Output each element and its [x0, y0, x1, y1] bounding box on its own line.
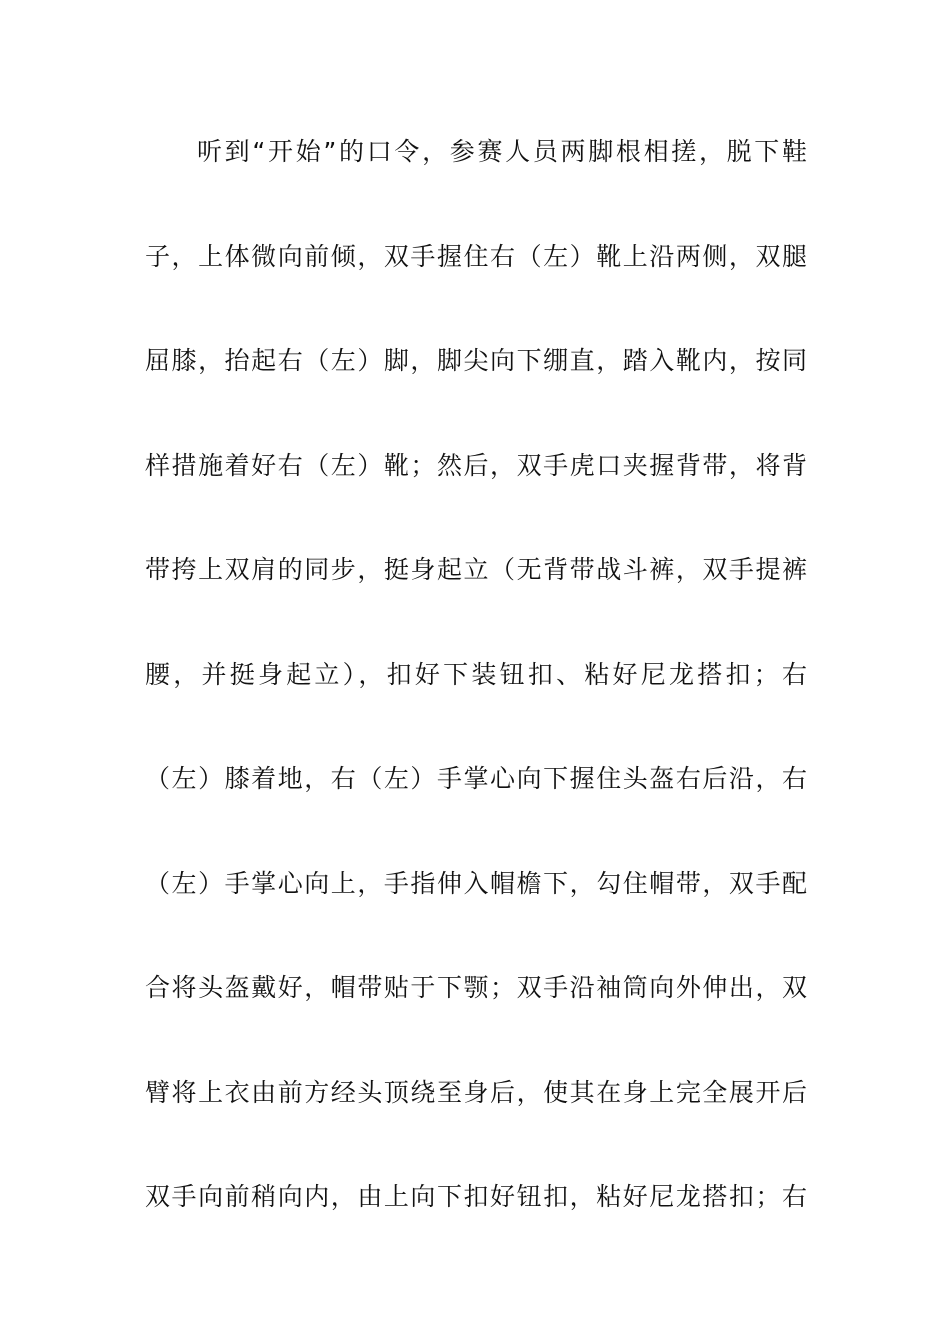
- body-paragraph: [145, 126, 807, 1276]
- paragraph-line-11: 双手向前稍向内，由上向下扣好钮扣，粘好尼龙搭扣；右: [145, 1182, 807, 1211]
- paragraph-line-9: 合将头盔戴好，帽带贴于下颚；双手沿袖筒向外伸出，双: [145, 973, 807, 1002]
- paragraph-line-4: 样措施着好右（左）靴；然后，双手虎口夹握背带，将背: [145, 450, 807, 480]
- paragraph-line-6: 腰，并挺身起立），扣好下装钮扣、粘好尼龙搭扣；右: [145, 659, 807, 689]
- paragraph-line-8: （左）手掌心向上，手指伸入帽檐下，勾住帽带，双手配: [145, 868, 807, 898]
- paragraph-line-7: （左）膝着地，右（左）手掌心向下握住头盔右后沿，右: [145, 764, 807, 793]
- paragraph-line-1: 听到“开始”的口令，参赛人员两脚根相搓，脱下鞋: [197, 137, 807, 166]
- paragraph-line-5: 带挎上双肩的同步，挺身起立（无背带战斗裤，双手提裤: [145, 555, 807, 584]
- paragraph-line-10: 臂将上衣由前方经头顶绕至身后，使其在身上完全展开后: [145, 1077, 807, 1107]
- paragraph-line-3: 屈膝，抬起右（左）脚，脚尖向下绷直，踏入靴内，按同: [145, 346, 807, 375]
- paragraph-line-2: 子，上体微向前倾，双手握住右（左）靴上沿两侧，双腿: [145, 241, 807, 271]
